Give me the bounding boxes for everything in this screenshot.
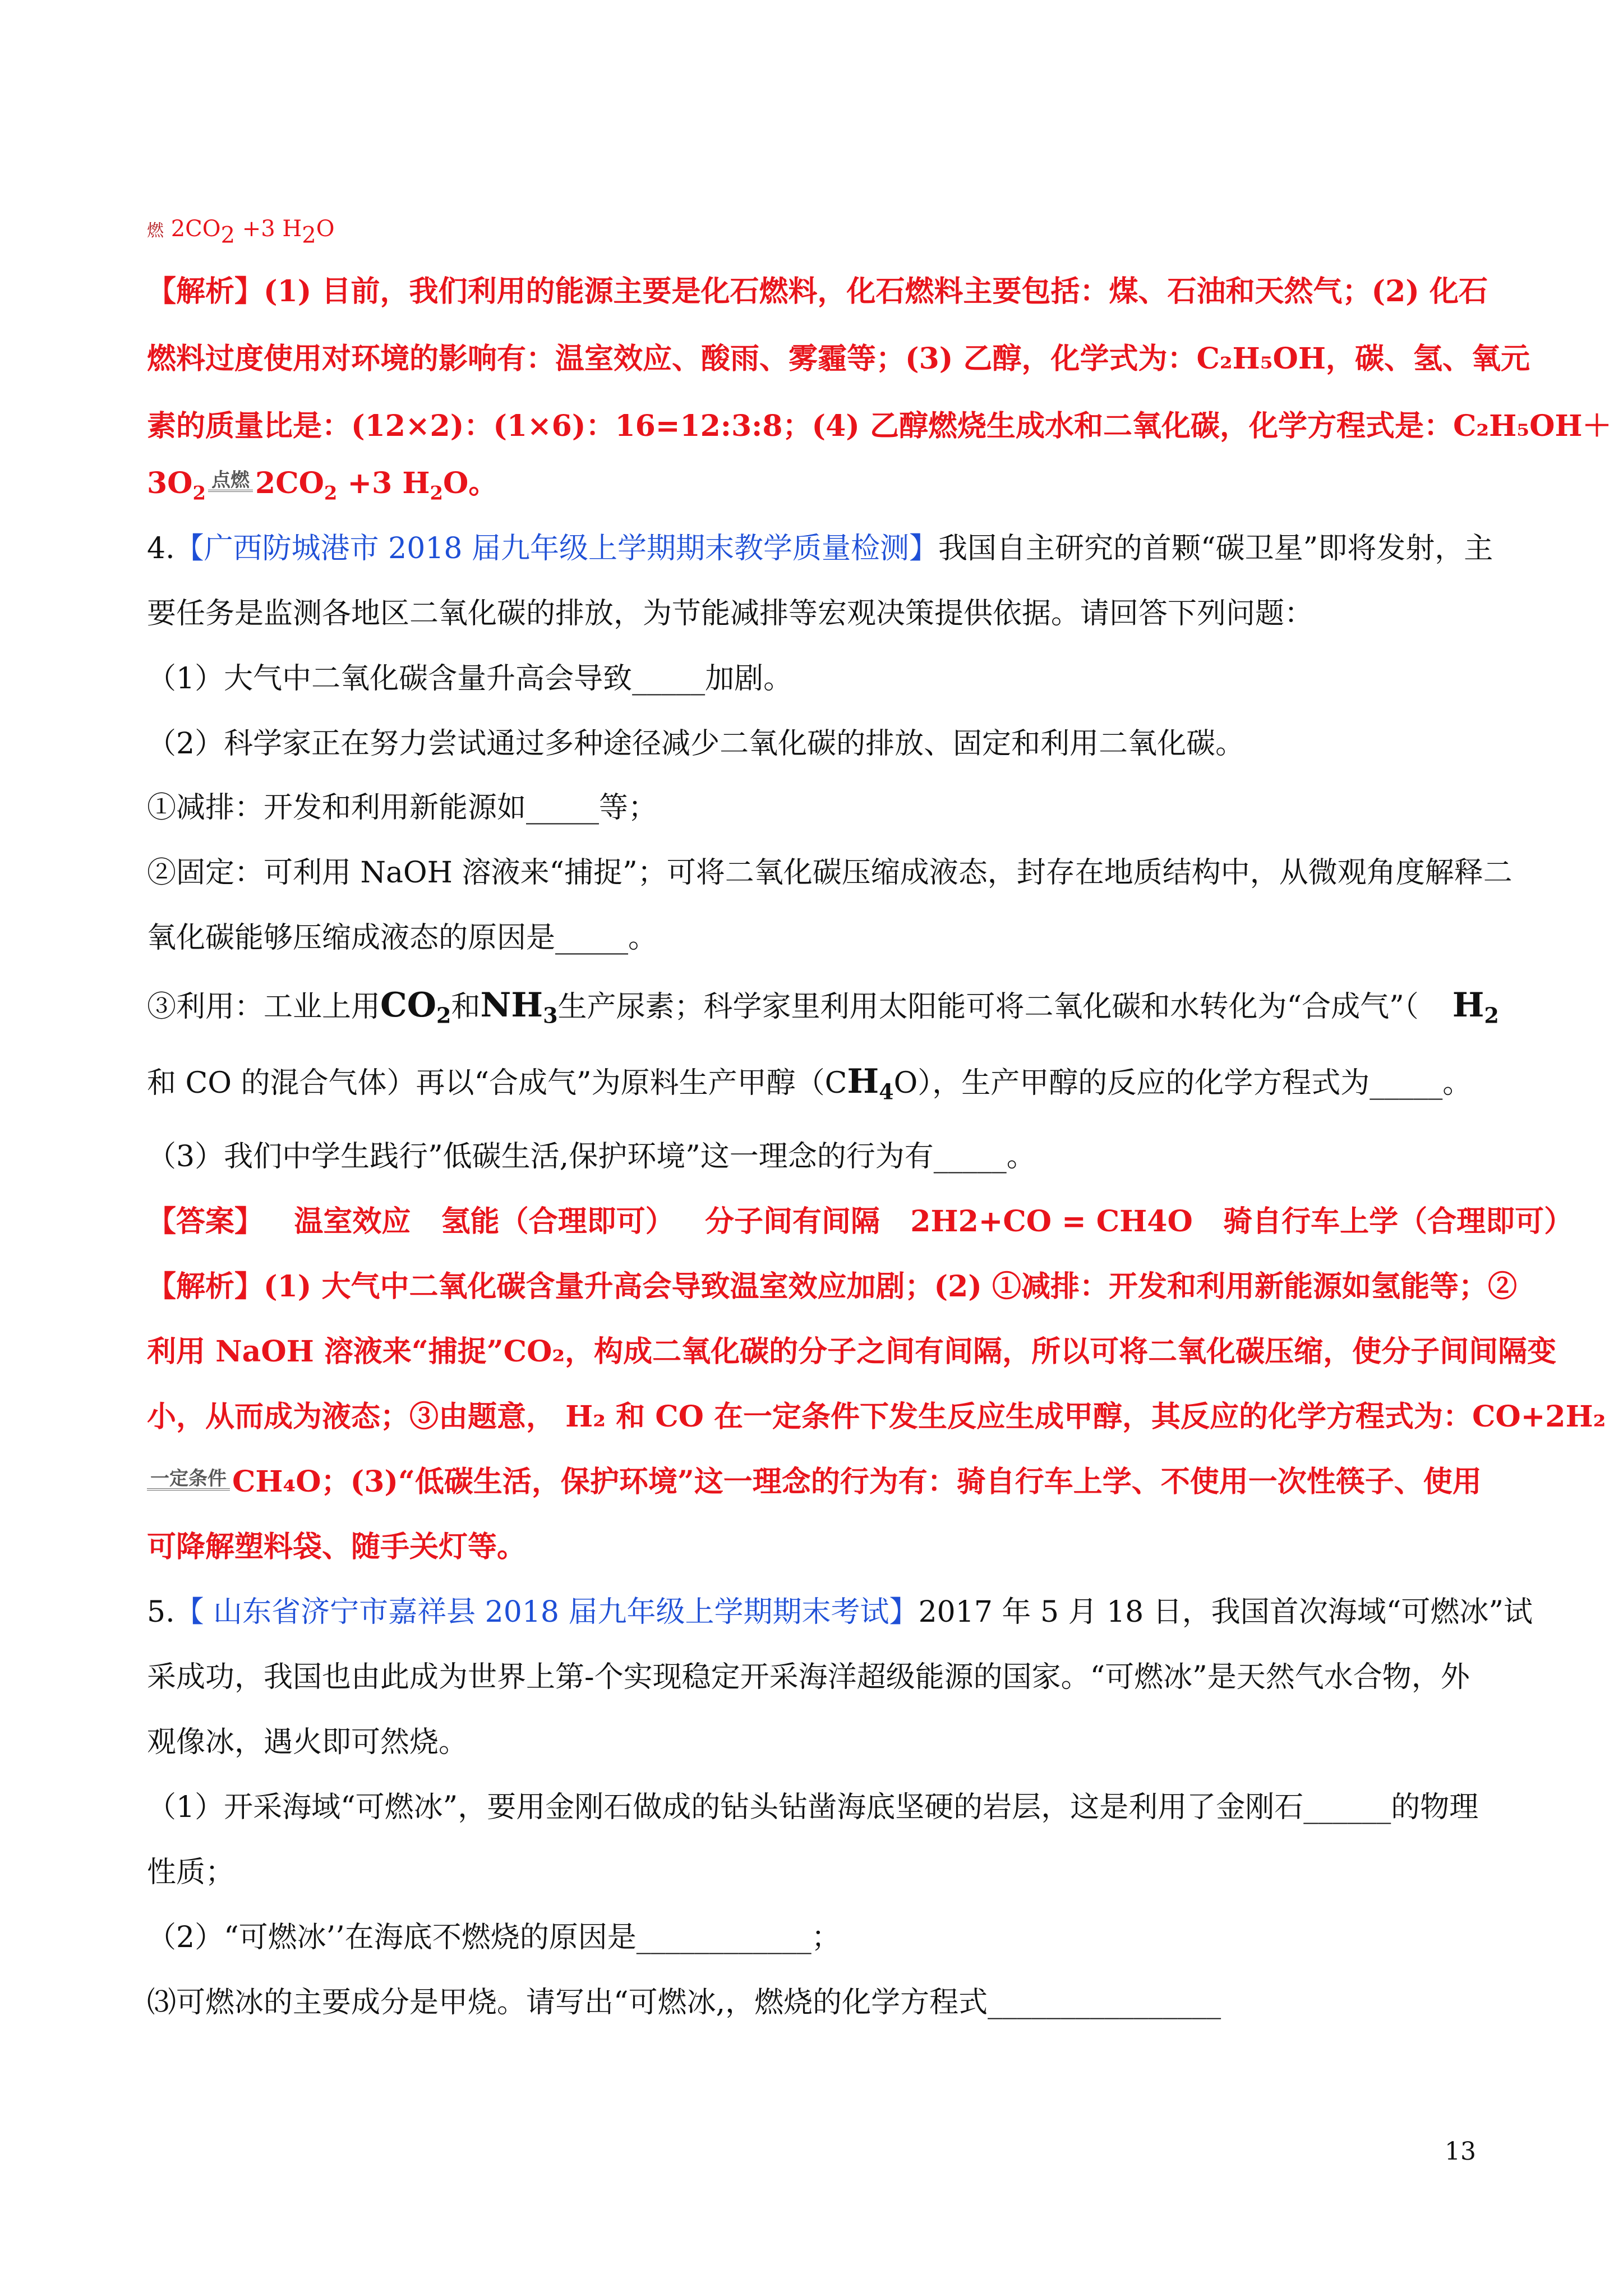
question-5-line-1: 5.【 山东省济宁市嘉祥县 2018 届九年级上学期期末考试】2017 年 5 月 18 日，我国首次海域“可燃冰”试 bbox=[147, 1595, 1533, 1629]
question-5-part-2: （2）“可燃冰’’在海底不燃烧的原因是____________； bbox=[147, 1921, 841, 1954]
question-4-part-2c-cont: 和 CO 的混合气体）再以“合成气”为原料生产甲醇$(CH_4O)$，生产甲醇的反应的化学方程式为_____。 bbox=[147, 1062, 1472, 1105]
question-4-part-2b: ②固定：可利用 NaOH 溶液来“捕捉”；可将二氧化碳压缩成液态，封存在地质结构中，从微观角度解释二 bbox=[147, 856, 1513, 890]
question-4-line-2: 要任务是监测各地区二氧化碳的排放，为节能减排等宏观决策提供依据。请回答下列问题： bbox=[147, 597, 1314, 631]
analysis-line-2: 燃料过度使用对环境的影响有：温室效应、酸雨、雾霾等；(3) 乙醇，化学式为：C₂H₅OH，碳、氢、氧元 bbox=[147, 342, 1530, 376]
analysis-4-line-5: 可降解塑料袋、随手关灯等。 bbox=[147, 1530, 527, 1564]
analysis-line-3: 素的质量比是：(12×2)：(1×6)：16=12:3:8；(4) 乙醇燃烧生成水和二氧化碳，化学方程式是：C₂H₅OH＋ bbox=[147, 409, 1612, 443]
analysis-line-4: $3O_2$点燃 $2CO_2 +3$ $H_2O$。 bbox=[147, 466, 498, 504]
analysis-4-line-3: 小，从而成为液态；③由题意， H₂ 和 CO 在一定条件下发生反应生成甲醇，其反应的化学方程式为：CO+2H₂ bbox=[147, 1400, 1606, 1434]
analysis-4-line-2: 利用 NaOH 溶液来“捕捉”CO₂，构成二氧化碳的分子之间有间隔，所以可将二氧化碳压缩，使分子间间隔变 bbox=[147, 1335, 1557, 1369]
question-4-part-2c: ③利用：工业上用$CO_2$和$NH_3$生产尿素；科学家里利用太阳能可将二氧化碳和水转化为“合成气”（ $H_2$ bbox=[147, 986, 1499, 1028]
answer-line: 【答案】 温室效应 氢能（合理即可） 分子间有间隔 2H2+CO = CH4O 骑自行车上学（合理即可） bbox=[147, 1204, 1574, 1239]
equation-line-1: 燃 $2CO_2 +3$ $H_2O$ bbox=[147, 216, 335, 249]
question-4-part-3: （3）我们中学生践行”低碳生活,保护环境”这一理念的行为有_____。 bbox=[147, 1140, 1036, 1174]
question-5-part-3: ⑶可燃冰的主要成分是甲烧。请写出“可燃冰,，燃烧的化学方程式________________ bbox=[147, 1986, 1221, 2019]
question-4-line-1: 4.【广西防城港市 2018 届九年级上学期期末教学质量检测】我国自主研究的首颗“碳卫星”即将发射，主 bbox=[147, 532, 1493, 565]
question-5-line-2: 采成功，我国也由此成为世界上第-个实现稳定开采海洋超级能源的国家。“可燃冰”是天然气水合物，外 bbox=[147, 1660, 1470, 1694]
analysis-4-line-1: 【解析】(1) 大气中二氧化碳含量升高会导致温室效应加剧；(2) ①减排：开发和利用新能源如氢能等；② bbox=[147, 1269, 1518, 1304]
question-5-part-1: （1）开采海域“可燃冰”，要用金刚石做成的钻头钻凿海底坚硬的岩层，这是利用了金刚石______的物理 bbox=[147, 1791, 1479, 1824]
question-5-line-3: 观像冰，遇火即可然烧。 bbox=[147, 1726, 468, 1759]
reaction-condition: 点燃 bbox=[208, 471, 253, 492]
question-5-part-1-cont: 性质； bbox=[147, 1856, 235, 1889]
analysis-4-line-4: 一定条件 CH₄O；(3)“低碳生活，保护环境”这一理念的行为有：骑自行车上学、不使用一次性筷子、使用 bbox=[147, 1464, 1482, 1500]
question-4-part-2: （2）科学家正在努力尝试通过多种途径减少二氧化碳的排放、固定和利用二氧化碳。 bbox=[147, 727, 1245, 761]
reaction-condition: 一定条件 bbox=[147, 1469, 230, 1490]
analysis-line-1: 【解析】(1) 目前，我们利用的能源主要是化石燃料，化石燃料主要包括：煤、石油和天然气；(2) 化石 bbox=[147, 274, 1488, 309]
question-4-part-1: （1）大气中二氧化碳含量升高会导致_____加剧。 bbox=[147, 662, 793, 696]
question-4-part-2a: ①减排：开发和利用新能源如_____等； bbox=[147, 791, 658, 825]
question-4-part-2b-cont: 氧化碳能够压缩成液态的原因是_____。 bbox=[147, 921, 658, 955]
page-number: 13 bbox=[1445, 2137, 1476, 2166]
question-5-source: 【 山东省济宁市嘉祥县 2018 届九年级上学期期末考试】 bbox=[174, 1595, 919, 1629]
question-4-source: 【广西防城港市 2018 届九年级上学期期末教学质量检测】 bbox=[174, 532, 939, 565]
